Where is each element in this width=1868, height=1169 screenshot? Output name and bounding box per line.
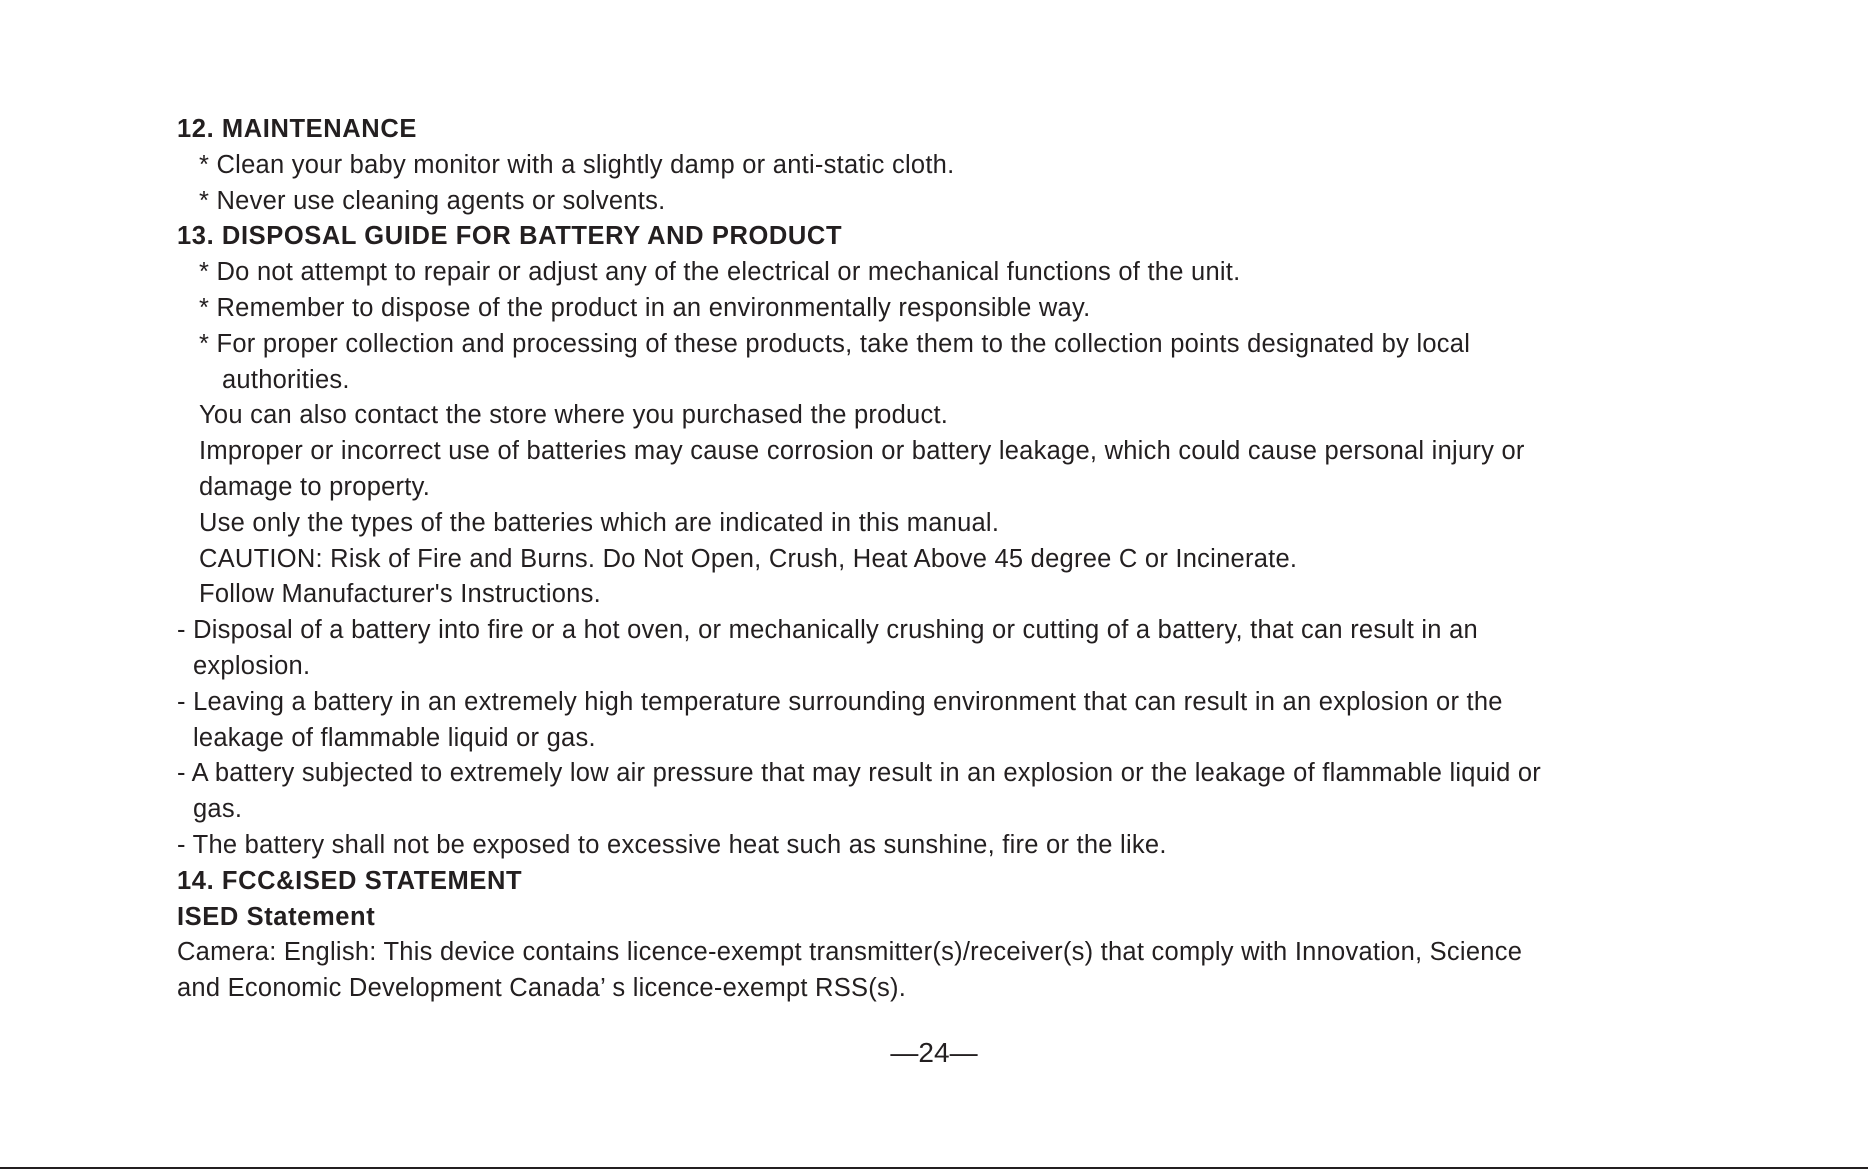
section-heading: 13. DISPOSAL GUIDE FOR BATTERY AND PRODUCT bbox=[177, 222, 843, 251]
page-body bbox=[177, 112, 1707, 1007]
text-line: and Economic Development Canada’ s licence-exempt RSS(s). bbox=[177, 974, 907, 1003]
section-heading: ISED Statement bbox=[177, 902, 376, 931]
text-line: - The battery shall not be exposed to excessive heat such as sunshine, fire or the like. bbox=[177, 830, 1167, 859]
page-number: —24— bbox=[890, 1037, 978, 1068]
text-line: * Never use cleaning agents or solvents. bbox=[199, 186, 666, 215]
text-line: - A battery subjected to extremely low air pressure that may result in an explosion or the leakage of flammable liquid or bbox=[177, 759, 1542, 788]
text-line: gas. bbox=[193, 795, 243, 824]
text-line: Use only the types of the batteries which are indicated in this manual. bbox=[199, 508, 1000, 537]
text-line: * For proper collection and processing of these products, take them to the collection points designated by local bbox=[199, 329, 1471, 358]
section-heading: 14. FCC&ISED STATEMENT bbox=[177, 866, 523, 895]
text-line: - Leaving a battery in an extremely high temperature surrounding environment that can result in an explosion or the bbox=[177, 687, 1503, 716]
section-heading: 12. MAINTENANCE bbox=[177, 115, 417, 143]
text-line: Follow Manufacturer's Instructions. bbox=[199, 580, 601, 609]
text-line: leakage of flammable liquid or gas. bbox=[193, 723, 596, 752]
text-line: CAUTION: Risk of Fire and Burns. Do Not Open, Crush, Heat Above 45 degree C or Incinerate. bbox=[199, 544, 1298, 573]
text-line: Improper or incorrect use of batteries may cause corrosion or battery leakage, which could cause personal injury or bbox=[199, 437, 1525, 466]
text-line: You can also contact the store where you purchased the product. bbox=[199, 401, 949, 430]
text-line: * Do not attempt to repair or adjust any of the electrical or mechanical functions of the unit. bbox=[199, 258, 1241, 287]
text-line: * Clean your baby monitor with a slightly damp or anti-static cloth. bbox=[199, 150, 955, 179]
text-line: damage to property. bbox=[199, 472, 431, 501]
text-line: authorities. bbox=[222, 365, 350, 394]
text-line: * Remember to dispose of the product in an environmentally responsible way. bbox=[199, 293, 1091, 322]
text-line: explosion. bbox=[193, 651, 311, 680]
text-line: Camera: English: This device contains licence-exempt transmitter(s)/receiver(s) that comply with Innovation, Science bbox=[177, 938, 1523, 967]
text-line: - Disposal of a battery into fire or a hot oven, or mechanically crushing or cutting of a battery, that can result in an bbox=[177, 616, 1478, 645]
